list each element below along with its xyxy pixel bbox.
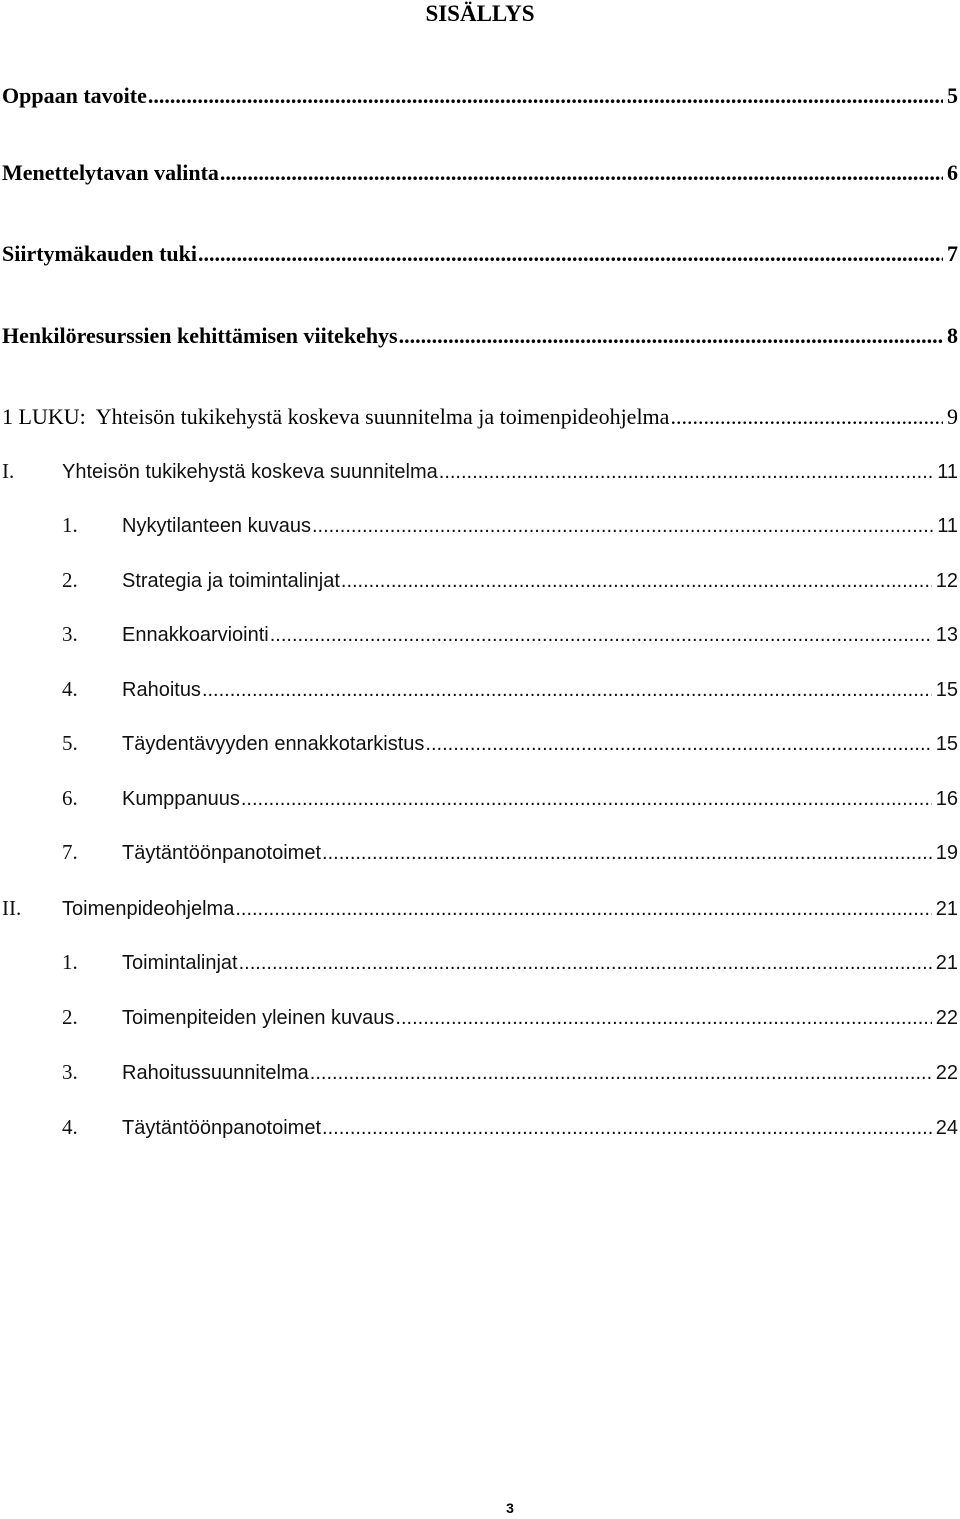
toc-entry-subsection[interactable]: [62, 1113, 958, 1142]
toc-entry-page: 22: [935, 1062, 958, 1084]
toc-entry[interactable]: [2, 159, 958, 187]
toc-dot-leader: [399, 322, 943, 350]
toc-entry-label: Toimenpideohjelma: [62, 898, 235, 920]
toc-dot-leader: [670, 403, 943, 431]
toc-entry-label: Kumppanuus: [122, 788, 240, 810]
toc-dot-leader: [322, 839, 932, 867]
toc-entry-number: 7.: [62, 840, 78, 864]
toc-dot-leader: [341, 567, 932, 595]
toc-entry-label: Toimintalinjat: [122, 952, 238, 974]
toc-entry-label: Menettelytavan valinta: [2, 160, 219, 185]
toc-dot-leader: [148, 82, 943, 110]
toc-entry-section[interactable]: [2, 894, 958, 923]
toc-entry-subsection[interactable]: [62, 620, 958, 649]
toc-entry-number: 6.: [62, 786, 78, 810]
toc-entry-label: Täydentävyyden ennakkotarkistus: [122, 733, 425, 755]
toc-entry-subsection[interactable]: [62, 675, 958, 704]
toc-entry-number: 1.: [62, 950, 78, 974]
toc-entry-page: 24: [935, 1117, 958, 1139]
toc-entry-page: 15: [935, 733, 958, 755]
toc-title: SISÄLLYS: [425, 1, 535, 26]
toc-entry-number: 1.: [62, 513, 78, 537]
toc-entry-number: 3.: [62, 622, 78, 646]
toc-entry-label: Yhteisön tukikehystä koskeva suunnitelma: [62, 461, 438, 483]
toc-dot-leader: [270, 621, 932, 649]
page-number-text: 3: [506, 1500, 514, 1516]
toc-entry-label: Henkilöresurssien kehittämisen viitekehys: [2, 323, 398, 348]
toc-dot-leader: [235, 895, 931, 923]
toc-entry-label: Yhteisön tukikehystä koskeva suunnitelma ja toimenpideohjelma: [95, 404, 670, 429]
toc-entry-label: Täytäntöönpanotoimet: [122, 1117, 322, 1139]
toc-entry-label: Ennakkoarviointi: [122, 624, 269, 646]
toc-entry-page: 16: [935, 788, 958, 810]
page-number: [0, 1500, 960, 1516]
toc-entry-number: 3.: [62, 1060, 78, 1084]
toc-entry-page: 12: [935, 570, 958, 592]
toc-dot-leader: [395, 1004, 931, 1032]
toc-entry-number: 2.: [62, 1005, 78, 1029]
toc-entry-label: Oppaan tavoite: [2, 83, 147, 108]
toc-entry-label: Siirtymäkauden tuki: [2, 241, 197, 266]
toc-dot-leader: [198, 240, 943, 268]
toc-entry-page: 21: [935, 898, 958, 920]
toc-entry-subsection[interactable]: [62, 838, 958, 867]
toc-entry-label: Täytäntöönpanotoimet: [122, 842, 322, 864]
toc-entry-subsection[interactable]: [62, 784, 958, 813]
toc-entry-subsection[interactable]: [62, 948, 958, 977]
toc-entry-page: 11: [937, 461, 958, 483]
toc-dot-leader: [241, 785, 932, 813]
toc-entry-page: 21: [935, 952, 958, 974]
toc-entry-label: Rahoitussuunnitelma: [122, 1062, 309, 1084]
toc-entry-section[interactable]: [2, 457, 958, 486]
toc-entry-number: II.: [2, 896, 22, 920]
toc-entry-subsection[interactable]: [62, 729, 958, 758]
toc-entry[interactable]: [2, 322, 958, 350]
toc-dot-leader: [322, 1114, 932, 1142]
toc-entry[interactable]: [2, 240, 958, 268]
toc-entry-number: I.: [2, 459, 15, 483]
toc-entry-page: 22: [935, 1007, 958, 1029]
toc-dot-leader: [425, 730, 931, 758]
toc-entry-number: 4.: [62, 677, 78, 701]
toc-entry-subsection[interactable]: [62, 1003, 958, 1032]
toc-entry-page: 9: [947, 404, 958, 429]
toc-entry-page: 6: [947, 160, 958, 185]
toc-dot-leader: [202, 676, 932, 704]
toc-entry-page: 15: [935, 679, 958, 701]
toc-entry-label: Toimenpiteiden yleinen kuvaus: [122, 1007, 395, 1029]
toc-entry-label: Nykytilanteen kuvaus: [122, 515, 311, 537]
toc-entry-number: 5.: [62, 731, 78, 755]
toc-entry-page: 8: [947, 323, 958, 348]
toc-entry-subsection[interactable]: [62, 566, 958, 595]
toc-dot-leader: [312, 512, 933, 540]
toc-entry-page: 11: [937, 515, 958, 537]
toc-entry-page: 13: [935, 624, 958, 646]
toc-entry-label: Rahoitus: [122, 679, 201, 701]
toc-entry-chapter[interactable]: [2, 403, 958, 431]
toc-entry-page: 5: [947, 83, 958, 108]
toc-entry-page: 19: [935, 842, 958, 864]
toc-entry[interactable]: [2, 82, 958, 110]
toc-entry-subsection[interactable]: [62, 1058, 958, 1087]
toc-entry-page: 7: [947, 241, 958, 266]
toc-entry-number: 1 LUKU:: [2, 404, 86, 429]
toc-dot-leader: [239, 949, 932, 977]
toc-entry-number: 2.: [62, 568, 78, 592]
toc-dot-leader: [310, 1059, 932, 1087]
toc-dot-leader: [220, 159, 943, 187]
toc-entry-label: Strategia ja toimintalinjat: [122, 570, 340, 592]
toc-dot-leader: [439, 458, 933, 486]
toc-entry-number: 4.: [62, 1115, 78, 1139]
toc-entry-subsection[interactable]: [62, 511, 958, 540]
